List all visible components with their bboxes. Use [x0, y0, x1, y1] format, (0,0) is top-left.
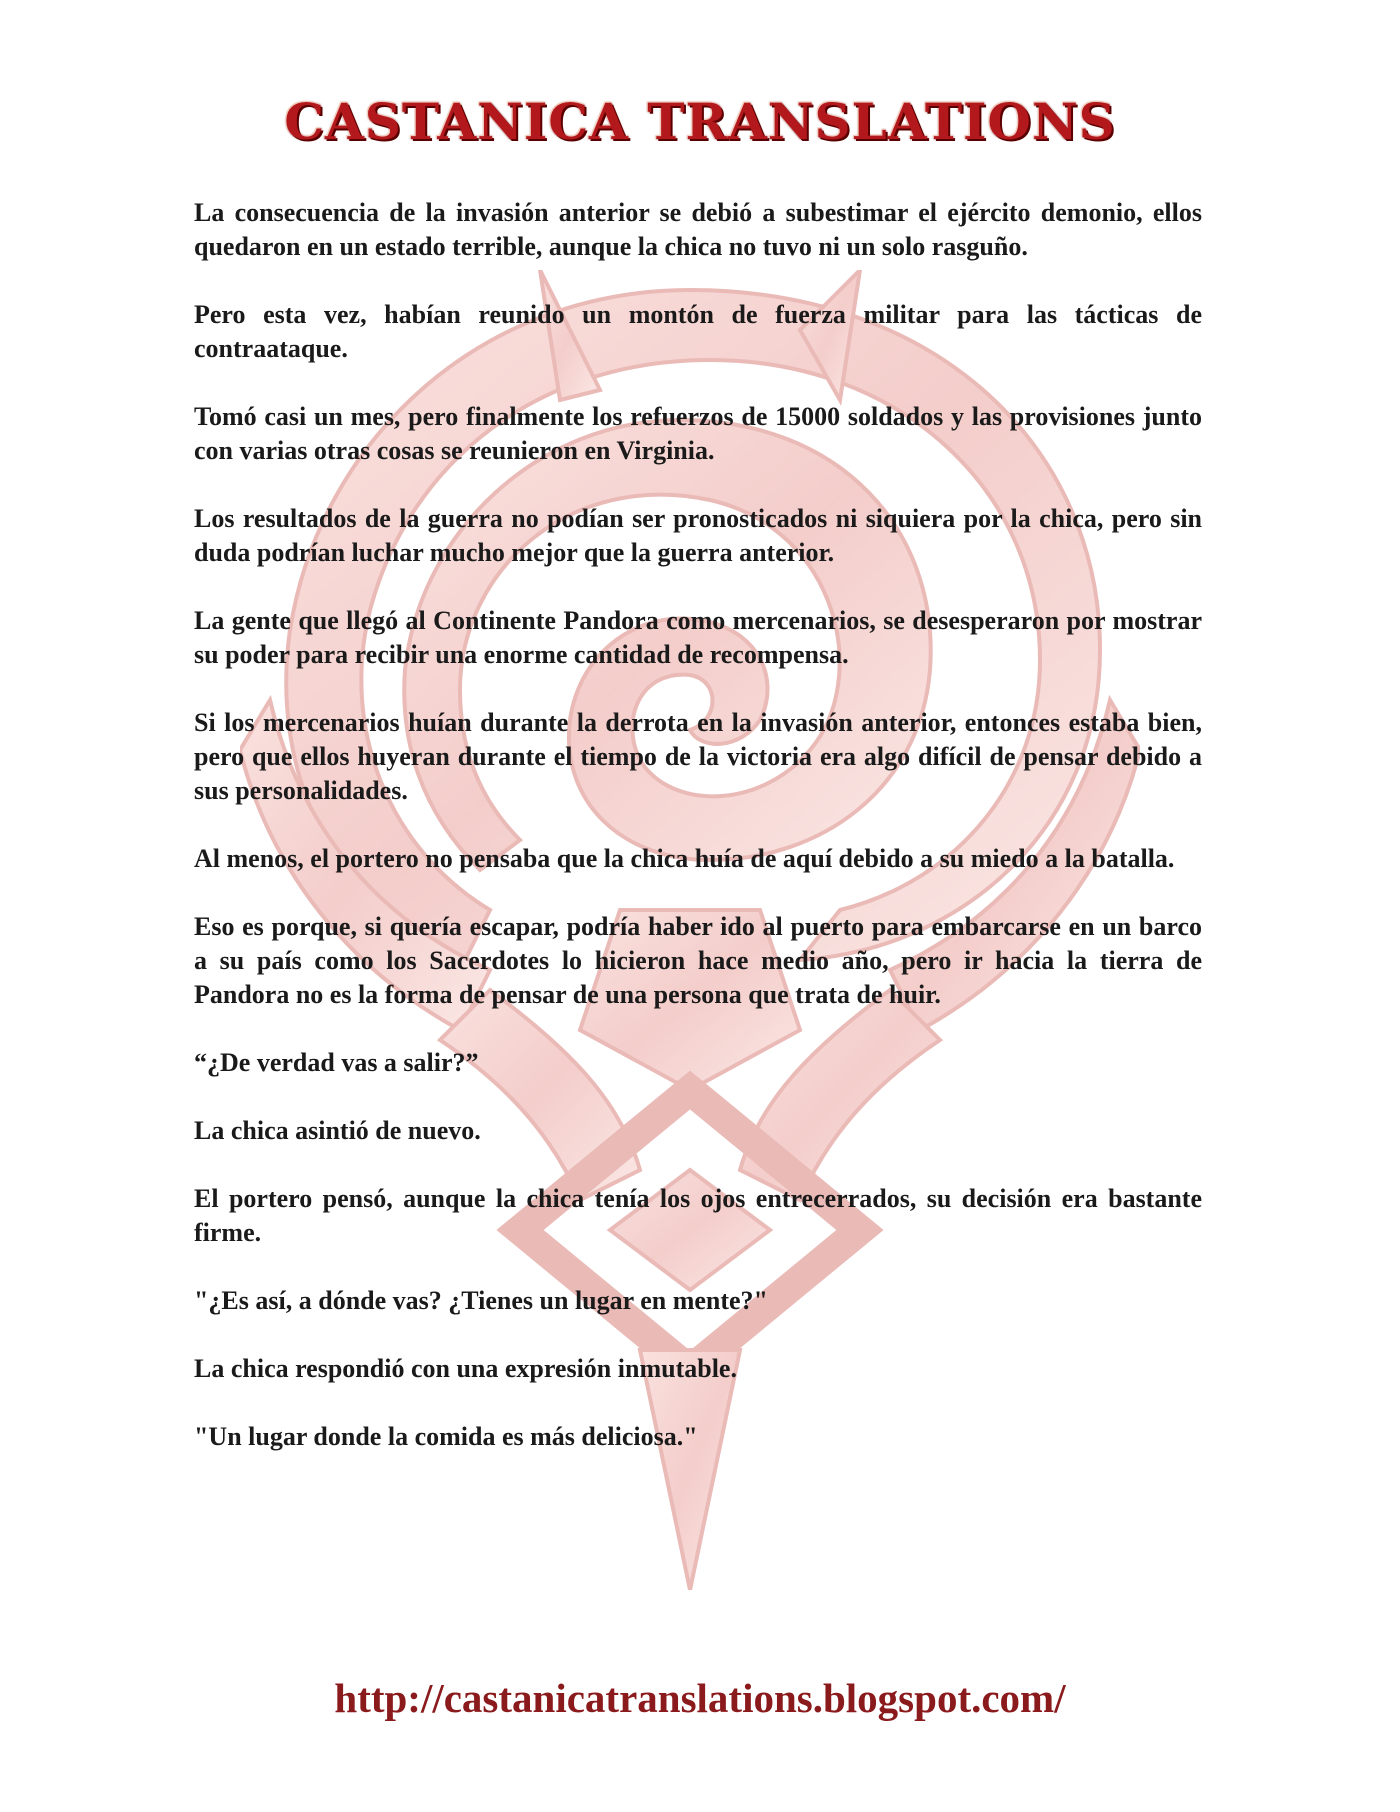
paragraph: Pero esta vez, habían reunido un montón de fuerza militar para las tácticas de contraataque. — [194, 300, 1202, 363]
dialogue-line: "Un lugar donde la comida es más deliciosa." — [194, 1422, 698, 1451]
page-footer — [0, 1674, 1400, 1722]
paragraph: La chica respondió con una expresión inmutable. — [194, 1354, 737, 1383]
paragraph: Si los mercenarios huían durante la derrota en la invasión anterior, entonces estaba bien, pero que ellos huyeran durante el tiempo de la victoria era algo difícil de pensar debido a sus personalidades. — [194, 708, 1202, 805]
paragraph: El portero pensó, aunque la chica tenía los ojos entrecerrados, su decisión era bastante firme. — [194, 1184, 1202, 1247]
paragraph: Los resultados de la guerra no podían ser pronosticados ni siquiera por la chica, pero sin duda podrían luchar mucho mejor que la guerra anterior. — [194, 504, 1202, 567]
paragraph: La consecuencia de la invasión anterior se debió a subestimar el ejército demonio, ellos quedaron en un estado terrible, aunque la chica no tuvo ni un solo rasguño. — [194, 198, 1202, 261]
page-header — [0, 92, 1400, 151]
paragraph: Eso es porque, si quería escapar, podría haber ido al puerto para embarcarse en un barco a su país como los Sacerdotes lo hicieron hace medio año, pero ir hacia la tierra de Pandora no es la forma de pensar de una persona que trata de huir. — [194, 912, 1202, 1009]
paragraph: Al menos, el portero no pensaba que la chica huía de aquí debido a su miedo a la batalla. — [194, 844, 1175, 873]
document-body — [194, 196, 1202, 1488]
paragraph: La chica asintió de nuevo. — [194, 1116, 481, 1145]
blog-url-link[interactable]: http://castanicatranslations.blogspot.com/ — [334, 1675, 1066, 1721]
dialogue-line: “¿De verdad vas a salir?” — [194, 1048, 479, 1077]
dialogue-line: "¿Es así, a dónde vas? ¿Tienes un lugar en mente?" — [194, 1286, 768, 1315]
paragraph: La gente que llegó al Continente Pandora como mercenarios, se desesperaron por mostrar su poder para recibir una enorme cantidad de recompensa. — [194, 606, 1202, 669]
paragraph: Tomó casi un mes, pero finalmente los refuerzos de 15000 soldados y las provisiones junto con varias otras cosas se reunieron en Virginia. — [194, 402, 1202, 465]
page-title: CASTANICA TRANSLATIONS — [284, 92, 1116, 151]
